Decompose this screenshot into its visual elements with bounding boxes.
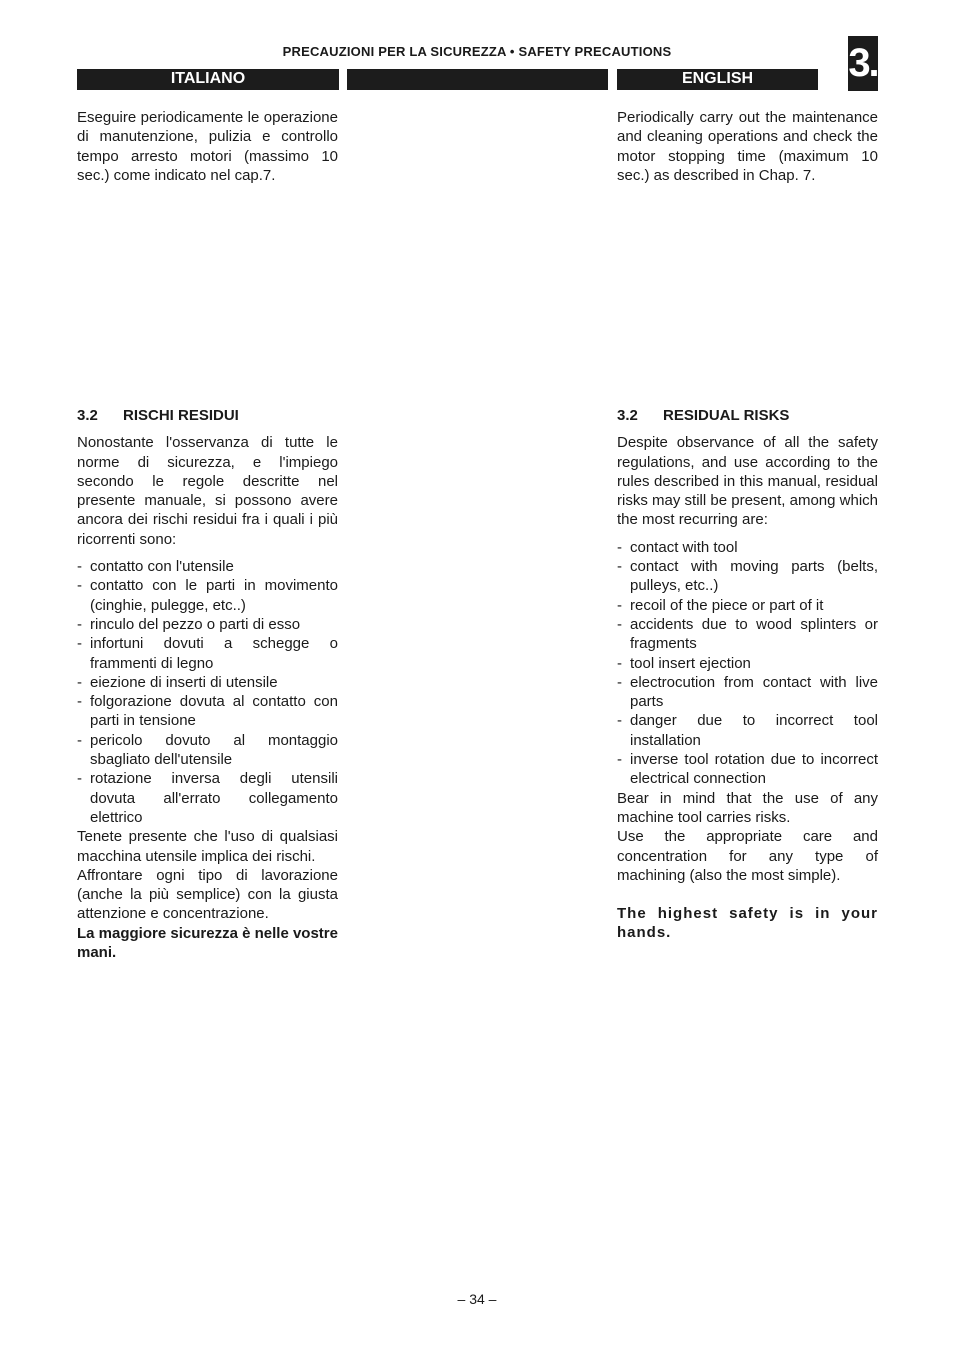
list-item: - rotazione inversa degli utensili dovuta all'errato collegamento elettrico — [77, 770, 338, 826]
list-item: - recoil of the piece or part of it — [617, 596, 824, 614]
english-residual-risks-section — [617, 406, 878, 943]
italian-intro-block — [77, 108, 338, 185]
italian-lead-text: Nonostante l'osservanza di tutte le norme di sicurezza, e l'impiego secondo le regole descritte nel presente manuale, si possono avere ancora dei rischi residui fra i quali i più ricorrenti sono: — [77, 434, 338, 548]
italian-section-number: 3.2 — [77, 407, 98, 424]
english-intro-block — [617, 108, 878, 185]
list-item: - contact with moving parts (belts, pulleys, etc..) — [617, 558, 878, 595]
english-section-number: 3.2 — [617, 407, 638, 424]
italian-section-heading — [77, 406, 338, 425]
list-item: - contatto con le parti in movimento (cinghie, pulegge, etc..) — [77, 577, 338, 614]
italian-note-risk: Tenete presente che l'uso di qualsiasi macchina utensile implica dei rischi. — [77, 828, 338, 865]
italian-note-attention: Affrontare ogni tipo di lavorazione (anche la più semplice) con la giusta attenzione e concentrazione. — [77, 866, 338, 923]
list-item: - eiezione di inserti di utensile — [77, 673, 278, 691]
list-item: - danger due to incorrect tool installation — [617, 712, 878, 749]
english-note-care: Use the appropriate care and concentration for any type of machining (also the most simple). — [617, 828, 878, 884]
list-item: - inverse tool rotation due to incorrect electrical connection — [617, 751, 878, 788]
list-item: - contact with tool — [617, 538, 738, 556]
chapter-badge: 3. — [848, 36, 878, 91]
italian-intro-text: Eseguire periodicamente le operazione di manutenzione, pulizia e controllo tempo arresto motori (massimo 10 sec.) come indicato nel cap.7. — [77, 109, 338, 184]
list-item: - contatto con l'utensile — [77, 558, 234, 576]
list-item: - tool insert ejection — [617, 654, 751, 672]
english-note-risk: Bear in mind that the use of any machine tool carries risks. — [617, 789, 878, 826]
english-closing-statement: The highest safety is in your hands. — [617, 905, 878, 942]
english-risk-list — [617, 538, 878, 789]
italian-closing-statement: La maggiore sicurezza è nelle vostre mani. — [77, 924, 338, 962]
list-item: - pericolo dovuto al montaggio sbagliato dell'utensile — [77, 731, 338, 769]
english-section-heading — [617, 406, 878, 425]
english-section-title: RESIDUAL RISKS — [663, 407, 790, 424]
list-item: - folgorazione dovuta al contatto con parti in tensione — [77, 693, 338, 730]
language-bar-divider — [347, 69, 608, 90]
italian-risk-list — [77, 557, 338, 827]
list-item: - electrocution from contact with live parts — [617, 673, 878, 711]
page-header-title: PRECAUZIONI PER LA SICUREZZA • SAFETY PRECAUTIONS — [282, 44, 672, 59]
list-item: - infortuni dovuti a schegge o frammenti di legno — [77, 635, 338, 672]
list-item: - accidents due to wood splinters or fragments — [617, 615, 878, 653]
english-intro-text: Periodically carry out the maintenance and cleaning operations and check the motor stopping time (maximum 10 sec.) as described in Chap. 7. — [617, 109, 878, 184]
italian-section-title: RISCHI RESIDUI — [123, 407, 239, 424]
list-item: - rinculo del pezzo o parti di esso — [77, 615, 301, 633]
english-lead-text: Despite observance of all the safety regulations, and use according to the rules described in this manual, residual risks may still be present, among which the most recurring are: — [617, 434, 878, 529]
italian-residual-risks-section — [77, 406, 338, 962]
language-bar-italian: ITALIANO — [77, 69, 339, 90]
page-number: – 34 – — [457, 1291, 497, 1307]
language-bar-english: ENGLISH — [617, 69, 818, 90]
